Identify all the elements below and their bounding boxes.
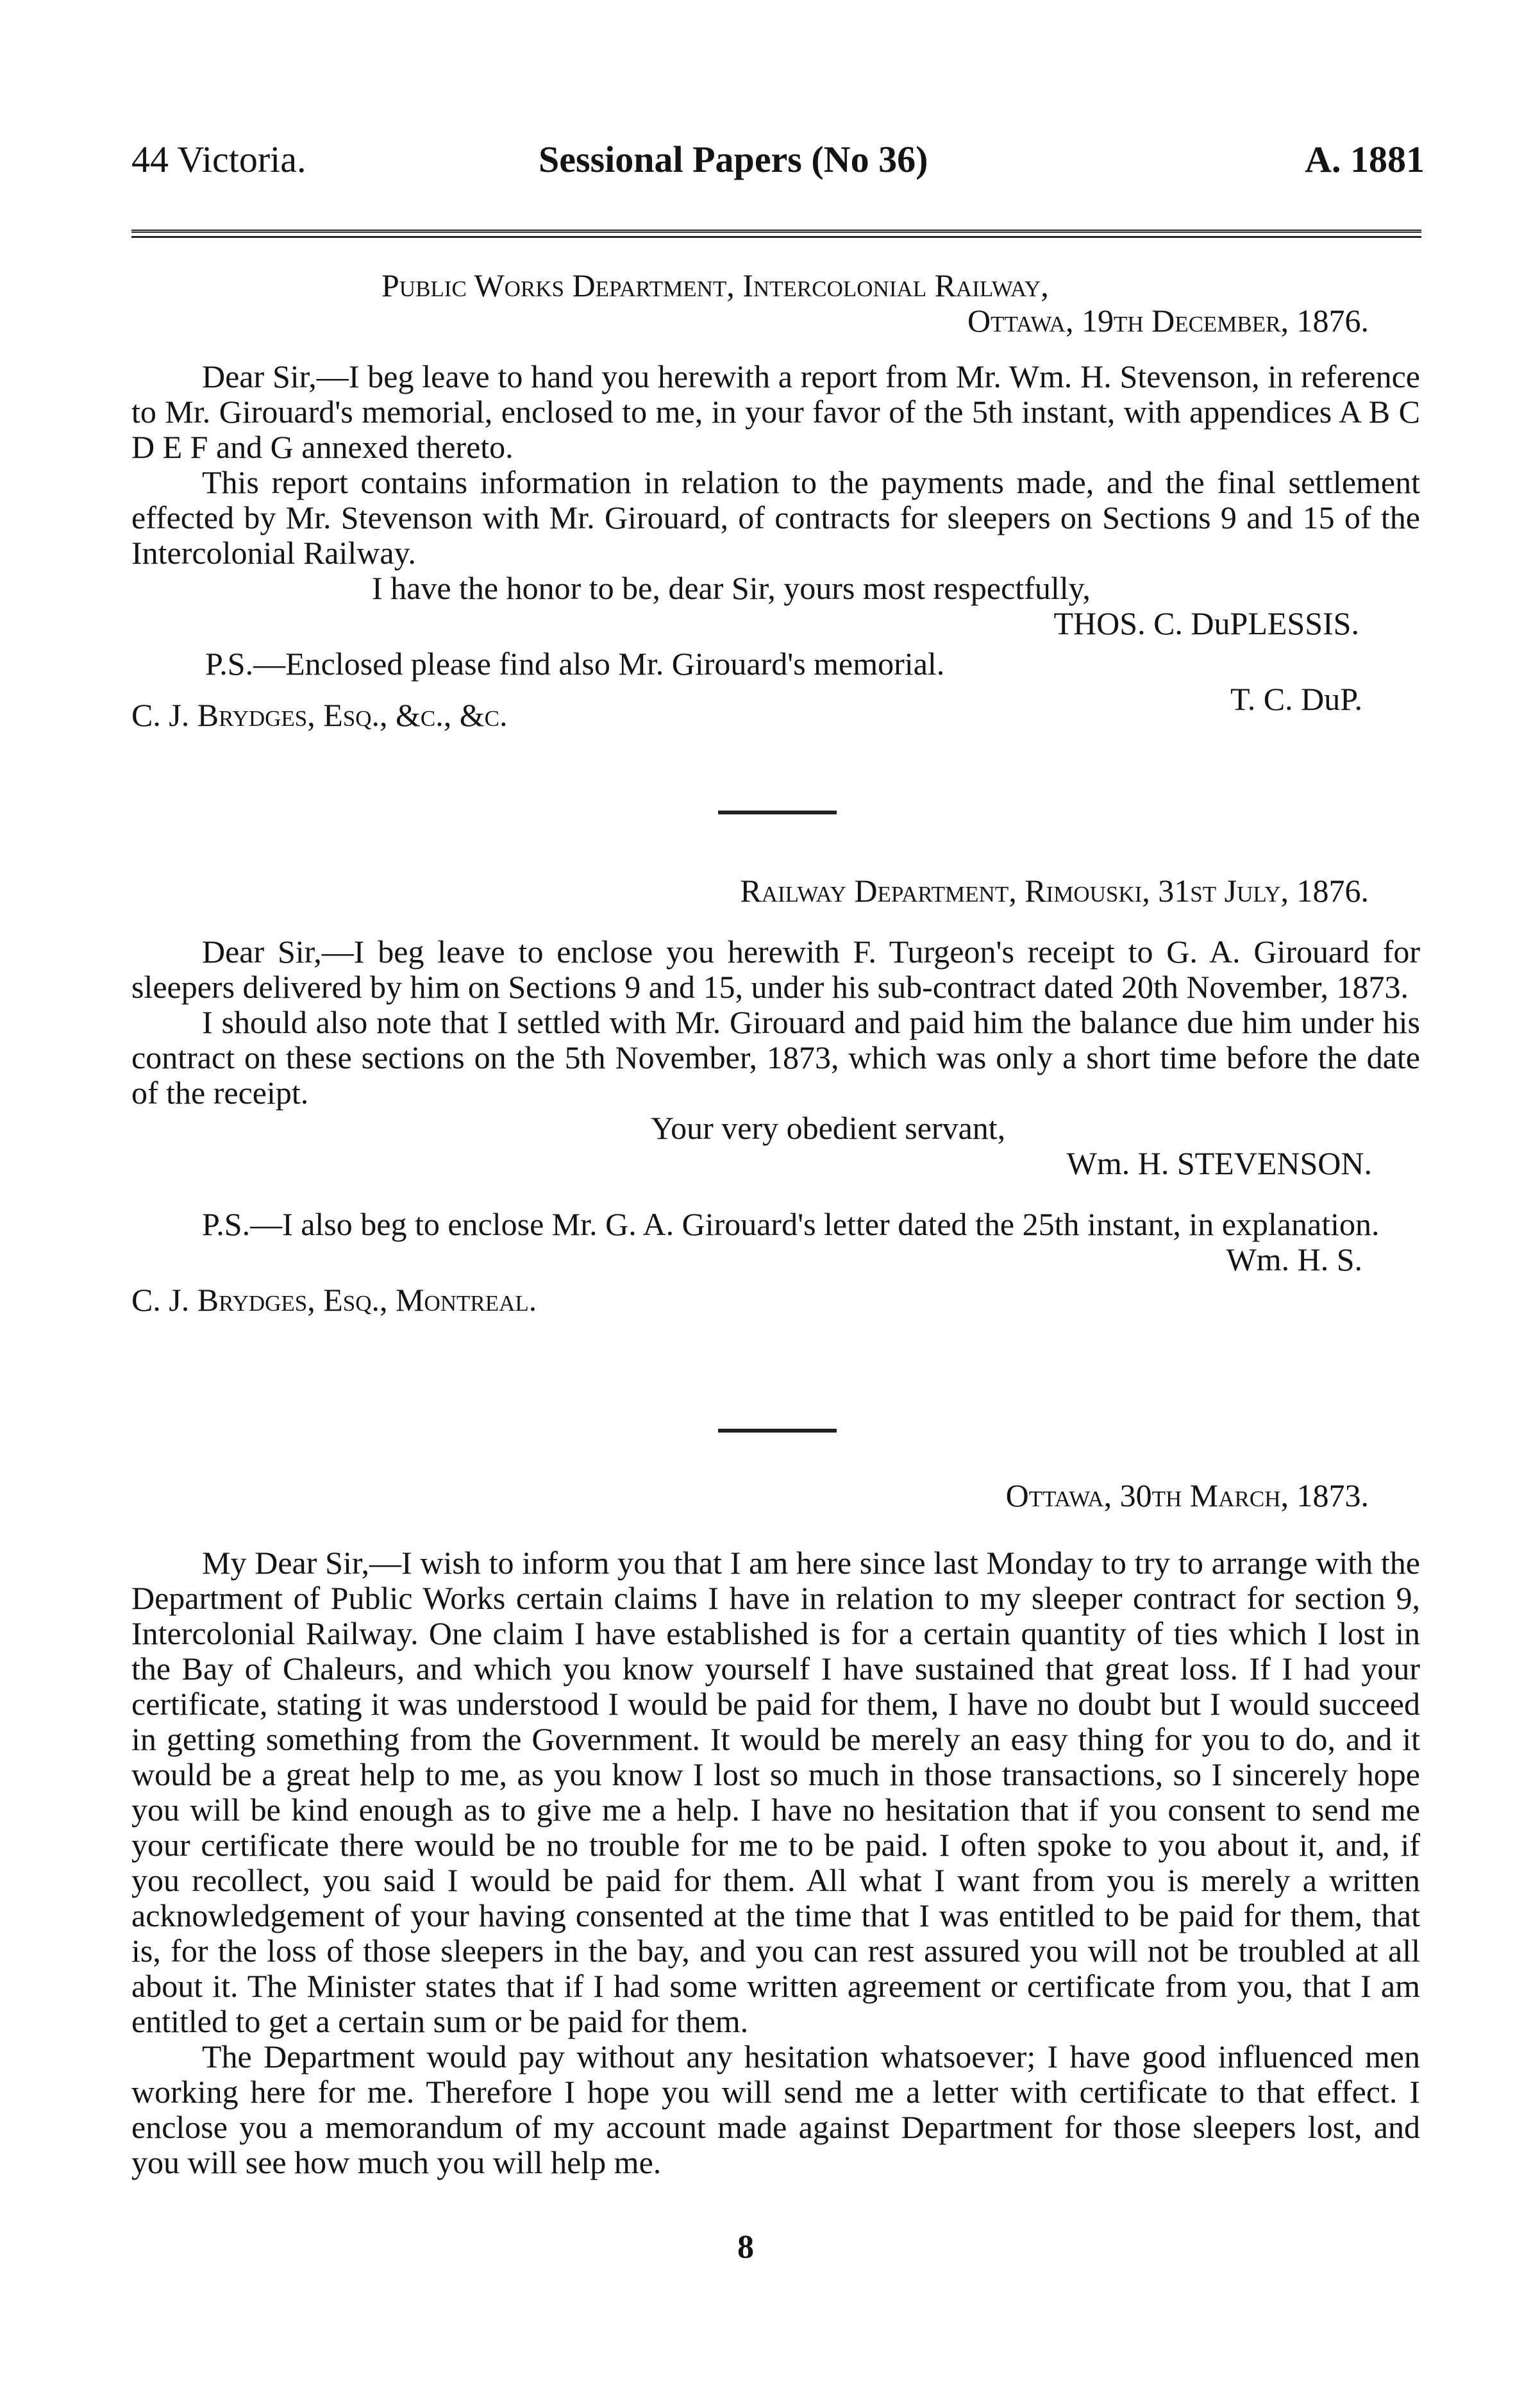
page-number: 8 [737, 2229, 754, 2266]
letter-3-dateline: Ottawa, 30th March, 1873. [1005, 1477, 1369, 1513]
letter-2-addressee: C. J. Brydges, Esq., Montreal. [131, 1282, 537, 1318]
header-year: A. 1881 [1305, 139, 1425, 180]
letter-1-heading: Public Works Department, Intercolonial Railway, [381, 267, 1049, 303]
letter-2-paragraph-2: I should also note that I settled with Mr. Girouard and paid him the balance due him under his contract on these sections on the 5th November, 1873, which was only a short time before the date of the receipt. [131, 1004, 1420, 1111]
letter-3-paragraph-2: The Department would pay without any hesitation whatsoever; I have good influenced men working here for me. Therefore I hope you will send me a letter with certificate to that effect. I enclose you a memorandum of my account made against Department for those sleepers lost, and you will see how much you will help me. [131, 2039, 1420, 2180]
letter-1-postscript: P.S.—Enclosed please find also Mr. Girouard's memorial. [205, 646, 945, 682]
letter-1-addressee: C. J. Brydges, Esq., &c., &c. [131, 697, 508, 733]
letter-1-signature: THOS. C. DuPLESSIS. [1053, 605, 1359, 641]
letter-1-paragraph-1: Dear Sir,—I beg leave to hand you herewith a report from Mr. Wm. H. Stevenson, in reference to Mr. Girouard's memorial, enclosed to me, in your favor of the 5th instant, with appendices A B C D E F and G annexed thereto. [131, 358, 1420, 465]
header-title: Sessional Papers (No 36) [539, 139, 928, 180]
letter-1-ps-initials: T. C. DuP. [1230, 681, 1362, 717]
letter-3-paragraph-1: My Dear Sir,—I wish to inform you that I am here since last Monday to try to arrange with the Department of Public Works certain claims I have in relation to my sleeper contract for section 9, Intercolonial Railway. One claim I have established is for a certain quantity of ties which I lost in the Bay of Chaleurs, and which you know yourself I have sustained that great loss. If I had your certificate, stating it was understood I would be paid for them, I have no doubt but I would succeed in getting something from the Government. It would be merely an easy thing for you to do, and it would be a great help to me, as you know I lost so much in those transactions, so I sincerely hope you will be kind enough as to give me a help. I have no hesitation that if you consent to send me your certificate there would be no trouble for me to be paid. I often spoke to you about it, and, if you recollect, you said I would be paid for them. All what I want from you is merely a written acknowledgement of your having consented at the time that I was entitled to be paid for them, that is, for the loss of those sleepers in the bay, and you can rest assured you will not be troubled at all about it. The Minister states that if I had some written agreement or certificate from you, that I am entitled to get a certain sum or be paid for them. [131, 1545, 1420, 2039]
letter-1 [131, 268, 1420, 733]
letter-2-heading: Railway Department, Rimouski, 31st July, 1876. [740, 873, 1369, 909]
section-divider-1 [718, 811, 837, 814]
header-volume: 44 Victoria. [131, 139, 306, 180]
letter-1-closing: I have the honor to be, dear Sir, yours most respectfully, [372, 570, 1091, 606]
section-divider-2 [718, 1429, 837, 1433]
letter-3 [131, 1478, 1420, 2180]
header-rule-bottom [131, 236, 1421, 238]
letter-2-ps-initials: Wm. H. S. [1226, 1241, 1362, 1277]
letter-1-dateline: Ottawa, 19th December, 1876. [967, 303, 1369, 339]
page-header [131, 138, 1425, 189]
letter-2-paragraph-1: Dear Sir,—I beg leave to enclose you herewith F. Turgeon's receipt to G. A. Girouard for sleepers delivered by him on Sections 9 and 15, under his sub-contract dated 20th November, 1873. [131, 934, 1420, 1005]
letter-1-paragraph-2: This report contains information in relation to the payments made, and the final settlement effected by Mr. Stevenson with Mr. Girouard, of contracts for sleepers on Sections 9 and 15 of the Intercolonial Railway. [131, 464, 1420, 571]
letter-2-postscript: P.S.—I also beg to enclose Mr. G. A. Girouard's letter dated the 25th instant, in explanation. [202, 1206, 1380, 1242]
letter-2 [131, 873, 1420, 1318]
header-rule [131, 230, 1421, 233]
letter-2-signature: Wm. H. STEVENSON. [1066, 1145, 1372, 1181]
letter-2-closing: Your very obedient servant, [651, 1110, 1006, 1146]
